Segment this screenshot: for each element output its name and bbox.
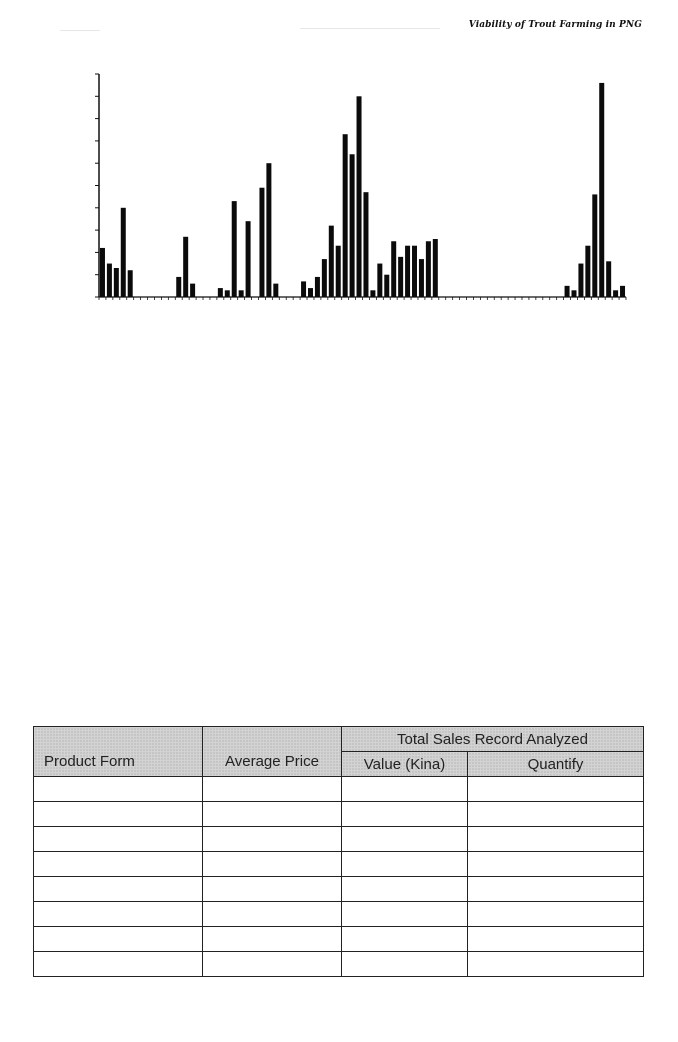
header-total-sales: Total Sales Record Analyzed <box>342 727 644 752</box>
bar <box>620 286 625 297</box>
table-cell <box>203 927 342 952</box>
bar <box>301 281 306 297</box>
header-value-kina: Value (Kina) <box>342 752 468 777</box>
bar <box>343 134 348 297</box>
bar <box>433 239 438 297</box>
table-cell <box>342 802 468 827</box>
sales-table <box>33 726 644 977</box>
bar <box>571 290 576 297</box>
table-cell <box>34 877 203 902</box>
table-cell <box>34 802 203 827</box>
table-body <box>34 777 644 977</box>
bar <box>350 154 355 297</box>
table-cell <box>203 802 342 827</box>
bar <box>315 277 320 297</box>
table-cell <box>342 902 468 927</box>
table-cell <box>468 877 644 902</box>
bar <box>412 246 417 297</box>
bar <box>398 257 403 297</box>
bar <box>183 237 188 297</box>
table-cell <box>342 952 468 977</box>
table-cell <box>468 777 644 802</box>
bar <box>329 226 334 297</box>
table-row <box>34 877 644 902</box>
table-cell <box>34 852 203 877</box>
bar <box>377 264 382 297</box>
bar <box>232 201 237 297</box>
bar <box>176 277 181 297</box>
table-cell <box>468 902 644 927</box>
table-row <box>34 902 644 927</box>
table-row <box>34 927 644 952</box>
header-product-form: Product Form <box>34 727 203 777</box>
table-cell <box>342 877 468 902</box>
bar <box>419 259 424 297</box>
bar <box>606 261 611 297</box>
bar <box>336 246 341 297</box>
table-cell <box>34 777 203 802</box>
bar <box>190 284 195 297</box>
bar <box>599 83 604 297</box>
header-quantity: Quantify <box>468 752 644 777</box>
bar <box>391 241 396 297</box>
table-row <box>34 827 644 852</box>
table-row <box>34 802 644 827</box>
bar <box>322 259 327 297</box>
bar <box>259 188 264 297</box>
bar <box>218 288 223 297</box>
running-header: Viability of Trout Farming in PNG <box>468 20 642 30</box>
table-row <box>34 852 644 877</box>
table-cell <box>34 927 203 952</box>
bar <box>100 248 105 297</box>
bar <box>239 290 244 297</box>
table-cell <box>203 952 342 977</box>
bar <box>565 286 570 297</box>
bar <box>357 96 362 297</box>
table-cell <box>468 952 644 977</box>
table-cell <box>34 952 203 977</box>
bar <box>273 284 278 297</box>
bar <box>384 275 389 297</box>
table-cell <box>203 777 342 802</box>
table-cell <box>34 902 203 927</box>
table-cell <box>203 902 342 927</box>
table-cell <box>468 852 644 877</box>
table-cell <box>468 927 644 952</box>
table-cell <box>203 877 342 902</box>
table-cell <box>203 852 342 877</box>
bar <box>578 264 583 297</box>
header-average-price: Average Price <box>203 727 342 777</box>
bar <box>363 192 368 297</box>
table-cell <box>342 927 468 952</box>
table-row <box>34 952 644 977</box>
bar <box>114 268 119 297</box>
table-cell <box>342 852 468 877</box>
bar <box>107 264 112 297</box>
table-cell <box>34 827 203 852</box>
bar <box>426 241 431 297</box>
table-cell <box>342 777 468 802</box>
bar <box>308 288 313 297</box>
bar <box>585 246 590 297</box>
bar <box>613 290 618 297</box>
table-row <box>34 777 644 802</box>
bar-chart <box>0 0 678 340</box>
table-cell <box>342 827 468 852</box>
bar <box>266 163 271 297</box>
bar <box>128 270 133 297</box>
bar <box>225 290 230 297</box>
bar <box>121 208 126 297</box>
table-cell <box>468 827 644 852</box>
bar <box>246 221 251 297</box>
chart-bars <box>100 83 625 297</box>
table-cell <box>468 802 644 827</box>
table-cell <box>203 827 342 852</box>
bar <box>592 194 597 297</box>
bar <box>370 290 375 297</box>
bar <box>405 246 410 297</box>
